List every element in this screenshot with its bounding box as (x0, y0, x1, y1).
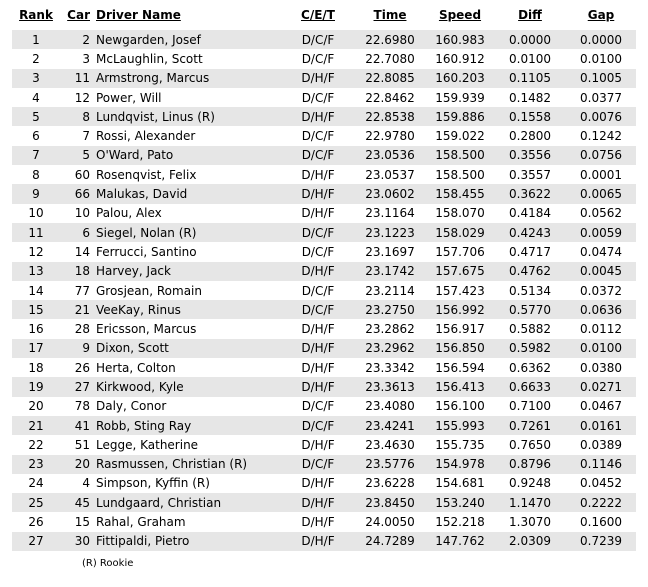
diff-cell: 0.7650 (494, 435, 566, 454)
driver-cell: Rasmussen, Christian (R) (96, 455, 282, 474)
car-cell: 66 (60, 184, 96, 203)
car-cell: 45 (60, 493, 96, 512)
car-cell: 15 (60, 512, 96, 531)
rank-cell: 27 (12, 532, 60, 551)
gap-cell: 0.0474 (566, 242, 636, 261)
car-cell: 28 (60, 319, 96, 338)
gap-cell: 0.1005 (566, 69, 636, 88)
table-row (12, 88, 636, 107)
speed-cell: 157.706 (426, 242, 494, 261)
cet-cell: D/H/F (282, 493, 354, 512)
speed-cell: 152.218 (426, 512, 494, 531)
speed-cell: 157.675 (426, 262, 494, 281)
speed-cell: 156.413 (426, 377, 494, 396)
rank-cell: 6 (12, 126, 60, 145)
speed-cell: 147.762 (426, 532, 494, 551)
time-cell: 23.5776 (354, 455, 426, 474)
table-row (12, 339, 636, 358)
cet-cell: D/C/F (282, 30, 354, 49)
gap-cell: 0.0271 (566, 377, 636, 396)
rookie-footnote: (R) Rookie (82, 558, 134, 569)
diff-cell: 0.1105 (494, 69, 566, 88)
table-row (12, 319, 636, 338)
rank-cell: 11 (12, 223, 60, 242)
gap-cell: 0.0000 (566, 30, 636, 49)
gap-cell: 0.0161 (566, 416, 636, 435)
gap-cell: 0.0452 (566, 474, 636, 493)
rank-cell: 26 (12, 512, 60, 531)
cet-cell: D/C/F (282, 146, 354, 165)
speed-cell: 156.850 (426, 339, 494, 358)
cet-cell: D/C/F (282, 416, 354, 435)
gap-cell: 0.0059 (566, 223, 636, 242)
gap-cell: 0.0045 (566, 262, 636, 281)
car-cell: 78 (60, 397, 96, 416)
rank-cell: 4 (12, 88, 60, 107)
driver-cell: Dixon, Scott (96, 339, 282, 358)
table-row (12, 300, 636, 319)
driver-cell: Daly, Conor (96, 397, 282, 416)
cet-cell: D/C/F (282, 126, 354, 145)
driver-cell: Rossi, Alexander (96, 126, 282, 145)
rank-cell: 25 (12, 493, 60, 512)
car-cell: 12 (60, 88, 96, 107)
car-cell: 27 (60, 377, 96, 396)
rank-cell: 5 (12, 107, 60, 126)
speed-cell: 158.455 (426, 184, 494, 203)
time-cell: 23.2862 (354, 319, 426, 338)
diff-cell: 0.0000 (494, 30, 566, 49)
gap-cell: 0.0380 (566, 358, 636, 377)
diff-cell: 0.3556 (494, 146, 566, 165)
speed-cell: 160.203 (426, 69, 494, 88)
car-cell: 77 (60, 281, 96, 300)
driver-cell: Legge, Katherine (96, 435, 282, 454)
table-row (12, 69, 636, 88)
cet-cell: D/H/F (282, 262, 354, 281)
car-cell: 8 (60, 107, 96, 126)
driver-cell: Lundgaard, Christian (96, 493, 282, 512)
gap-cell: 0.1600 (566, 512, 636, 531)
header-cet: C/E/T (301, 8, 335, 22)
rank-cell: 22 (12, 435, 60, 454)
diff-cell: 0.6633 (494, 377, 566, 396)
diff-cell: 0.6362 (494, 358, 566, 377)
gap-cell: 0.0372 (566, 281, 636, 300)
speed-cell: 158.500 (426, 146, 494, 165)
speed-cell: 158.070 (426, 204, 494, 223)
gap-cell: 0.0467 (566, 397, 636, 416)
diff-cell: 0.4243 (494, 223, 566, 242)
speed-cell: 158.500 (426, 165, 494, 184)
gap-cell: 0.0100 (566, 49, 636, 68)
speed-cell: 160.983 (426, 30, 494, 49)
diff-cell: 0.1482 (494, 88, 566, 107)
speed-cell: 157.423 (426, 281, 494, 300)
speed-cell: 160.912 (426, 49, 494, 68)
driver-cell: Power, Will (96, 88, 282, 107)
cet-cell: D/C/F (282, 300, 354, 319)
diff-cell: 0.1558 (494, 107, 566, 126)
speed-cell: 155.735 (426, 435, 494, 454)
rank-cell: 12 (12, 242, 60, 261)
time-cell: 23.3613 (354, 377, 426, 396)
table-row (12, 455, 636, 474)
cet-cell: D/H/F (282, 474, 354, 493)
car-cell: 2 (60, 30, 96, 49)
driver-cell: Newgarden, Josef (96, 30, 282, 49)
gap-cell: 0.0112 (566, 319, 636, 338)
results-table (12, 8, 636, 551)
rank-cell: 20 (12, 397, 60, 416)
time-cell: 23.4630 (354, 435, 426, 454)
driver-cell: Ericsson, Marcus (96, 319, 282, 338)
speed-cell: 156.594 (426, 358, 494, 377)
table-row (12, 165, 636, 184)
diff-cell: 0.2800 (494, 126, 566, 145)
gap-cell: 0.0065 (566, 184, 636, 203)
driver-cell: Herta, Colton (96, 358, 282, 377)
time-cell: 23.8450 (354, 493, 426, 512)
table-row (12, 242, 636, 261)
car-cell: 18 (60, 262, 96, 281)
rank-cell: 21 (12, 416, 60, 435)
cet-cell: D/H/F (282, 377, 354, 396)
time-cell: 23.0536 (354, 146, 426, 165)
driver-cell: Rahal, Graham (96, 512, 282, 531)
cet-cell: D/H/F (282, 435, 354, 454)
diff-cell: 2.0309 (494, 532, 566, 551)
table-row (12, 474, 636, 493)
time-cell: 22.7080 (354, 49, 426, 68)
car-cell: 7 (60, 126, 96, 145)
speed-cell: 155.993 (426, 416, 494, 435)
speed-cell: 154.681 (426, 474, 494, 493)
cet-cell: D/H/F (282, 165, 354, 184)
speed-cell: 159.939 (426, 88, 494, 107)
table-row (12, 532, 636, 551)
gap-cell: 0.0100 (566, 339, 636, 358)
rank-cell: 10 (12, 204, 60, 223)
diff-cell: 0.0100 (494, 49, 566, 68)
time-cell: 22.8085 (354, 69, 426, 88)
time-cell: 22.8538 (354, 107, 426, 126)
time-cell: 23.2962 (354, 339, 426, 358)
car-cell: 41 (60, 416, 96, 435)
gap-cell: 0.1146 (566, 455, 636, 474)
diff-cell: 0.7261 (494, 416, 566, 435)
rank-cell: 17 (12, 339, 60, 358)
car-cell: 21 (60, 300, 96, 319)
car-cell: 4 (60, 474, 96, 493)
time-cell: 23.3342 (354, 358, 426, 377)
speed-cell: 156.992 (426, 300, 494, 319)
diff-cell: 0.4717 (494, 242, 566, 261)
table-row (12, 49, 636, 68)
car-cell: 3 (60, 49, 96, 68)
diff-cell: 0.5982 (494, 339, 566, 358)
gap-cell: 0.0389 (566, 435, 636, 454)
gap-cell: 0.0377 (566, 88, 636, 107)
time-cell: 24.0050 (354, 512, 426, 531)
table-row (12, 223, 636, 242)
car-cell: 9 (60, 339, 96, 358)
cet-cell: D/C/F (282, 242, 354, 261)
driver-cell: Harvey, Jack (96, 262, 282, 281)
gap-cell: 0.0636 (566, 300, 636, 319)
table-row (12, 262, 636, 281)
header-speed: Speed (438, 8, 482, 22)
time-cell: 23.0602 (354, 184, 426, 203)
header-rank: Rank (19, 8, 53, 22)
results-body (12, 30, 636, 551)
driver-cell: Ferrucci, Santino (96, 242, 282, 261)
rank-cell: 13 (12, 262, 60, 281)
speed-cell: 153.240 (426, 493, 494, 512)
diff-cell: 0.3557 (494, 165, 566, 184)
time-cell: 23.0537 (354, 165, 426, 184)
time-cell: 23.6228 (354, 474, 426, 493)
table-row (12, 184, 636, 203)
gap-cell: 0.0756 (566, 146, 636, 165)
time-cell: 23.2750 (354, 300, 426, 319)
gap-cell: 0.0562 (566, 204, 636, 223)
cet-cell: D/H/F (282, 358, 354, 377)
gap-cell: 0.7239 (566, 532, 636, 551)
diff-cell: 0.5882 (494, 319, 566, 338)
table-row (12, 397, 636, 416)
car-cell: 60 (60, 165, 96, 184)
table-row (12, 493, 636, 512)
driver-cell: Malukas, David (96, 184, 282, 203)
cet-cell: D/H/F (282, 339, 354, 358)
time-cell: 24.7289 (354, 532, 426, 551)
table-row (12, 30, 636, 49)
gap-cell: 0.1242 (566, 126, 636, 145)
car-cell: 6 (60, 223, 96, 242)
speed-cell: 156.100 (426, 397, 494, 416)
cet-cell: D/C/F (282, 88, 354, 107)
speed-cell: 159.022 (426, 126, 494, 145)
diff-cell: 0.9248 (494, 474, 566, 493)
speed-cell: 158.029 (426, 223, 494, 242)
time-cell: 23.1164 (354, 204, 426, 223)
driver-cell: Siegel, Nolan (R) (96, 223, 282, 242)
rank-cell: 16 (12, 319, 60, 338)
car-cell: 30 (60, 532, 96, 551)
table-row (12, 435, 636, 454)
cet-cell: D/H/F (282, 319, 354, 338)
rank-cell: 23 (12, 455, 60, 474)
time-cell: 22.6980 (354, 30, 426, 49)
gap-cell: 0.0001 (566, 165, 636, 184)
gap-cell: 0.0076 (566, 107, 636, 126)
time-cell: 23.2114 (354, 281, 426, 300)
header-time: Time (373, 8, 407, 22)
car-cell: 20 (60, 455, 96, 474)
rank-cell: 3 (12, 69, 60, 88)
time-cell: 23.1697 (354, 242, 426, 261)
time-cell: 23.4080 (354, 397, 426, 416)
table-row (12, 146, 636, 165)
table-row (12, 358, 636, 377)
driver-cell: Robb, Sting Ray (96, 416, 282, 435)
header-diff: Diff (518, 8, 542, 22)
driver-cell: McLaughlin, Scott (96, 49, 282, 68)
table-row (12, 126, 636, 145)
cet-cell: D/H/F (282, 107, 354, 126)
table-row (12, 512, 636, 531)
diff-cell: 0.5770 (494, 300, 566, 319)
car-cell: 11 (60, 69, 96, 88)
rank-cell: 8 (12, 165, 60, 184)
driver-cell: Kirkwood, Kyle (96, 377, 282, 396)
driver-cell: Simpson, Kyffin (R) (96, 474, 282, 493)
time-cell: 23.1742 (354, 262, 426, 281)
gap-cell: 0.2222 (566, 493, 636, 512)
table-row (12, 377, 636, 396)
car-cell: 14 (60, 242, 96, 261)
diff-cell: 0.4762 (494, 262, 566, 281)
diff-cell: 0.5134 (494, 281, 566, 300)
driver-cell: Lundqvist, Linus (R) (96, 107, 282, 126)
cet-cell: D/H/F (282, 512, 354, 531)
time-cell: 22.8462 (354, 88, 426, 107)
driver-cell: VeeKay, Rinus (96, 300, 282, 319)
rank-cell: 14 (12, 281, 60, 300)
car-cell: 51 (60, 435, 96, 454)
driver-cell: Palou, Alex (96, 204, 282, 223)
rank-cell: 24 (12, 474, 60, 493)
diff-cell: 0.8796 (494, 455, 566, 474)
rank-cell: 7 (12, 146, 60, 165)
car-cell: 5 (60, 146, 96, 165)
rank-cell: 15 (12, 300, 60, 319)
table-row (12, 204, 636, 223)
rank-cell: 1 (12, 30, 60, 49)
car-cell: 26 (60, 358, 96, 377)
driver-cell: Grosjean, Romain (96, 281, 282, 300)
rank-cell: 9 (12, 184, 60, 203)
time-cell: 23.1223 (354, 223, 426, 242)
cet-cell: D/H/F (282, 532, 354, 551)
header-car: Car (67, 8, 90, 22)
cet-cell: D/C/F (282, 49, 354, 68)
rank-cell: 18 (12, 358, 60, 377)
time-cell: 22.9780 (354, 126, 426, 145)
header-gap: Gap (587, 8, 615, 22)
cet-cell: D/C/F (282, 397, 354, 416)
table-row (12, 107, 636, 126)
rank-cell: 19 (12, 377, 60, 396)
speed-cell: 154.978 (426, 455, 494, 474)
diff-cell: 0.7100 (494, 397, 566, 416)
driver-cell: O'Ward, Pato (96, 146, 282, 165)
time-cell: 23.4241 (354, 416, 426, 435)
cet-cell: D/H/F (282, 69, 354, 88)
speed-cell: 159.886 (426, 107, 494, 126)
driver-cell: Rosenqvist, Felix (96, 165, 282, 184)
cet-cell: D/H/F (282, 204, 354, 223)
diff-cell: 1.1470 (494, 493, 566, 512)
cet-cell: D/C/F (282, 455, 354, 474)
driver-cell: Fittipaldi, Pietro (96, 532, 282, 551)
speed-cell: 156.917 (426, 319, 494, 338)
cet-cell: D/H/F (282, 184, 354, 203)
diff-cell: 0.3622 (494, 184, 566, 203)
table-row (12, 281, 636, 300)
header-driver: Driver Name (96, 8, 181, 22)
diff-cell: 1.3070 (494, 512, 566, 531)
table-row (12, 416, 636, 435)
cet-cell: D/C/F (282, 281, 354, 300)
car-cell: 10 (60, 204, 96, 223)
header-row (12, 8, 636, 30)
driver-cell: Armstrong, Marcus (96, 69, 282, 88)
diff-cell: 0.4184 (494, 204, 566, 223)
cet-cell: D/C/F (282, 223, 354, 242)
rank-cell: 2 (12, 49, 60, 68)
